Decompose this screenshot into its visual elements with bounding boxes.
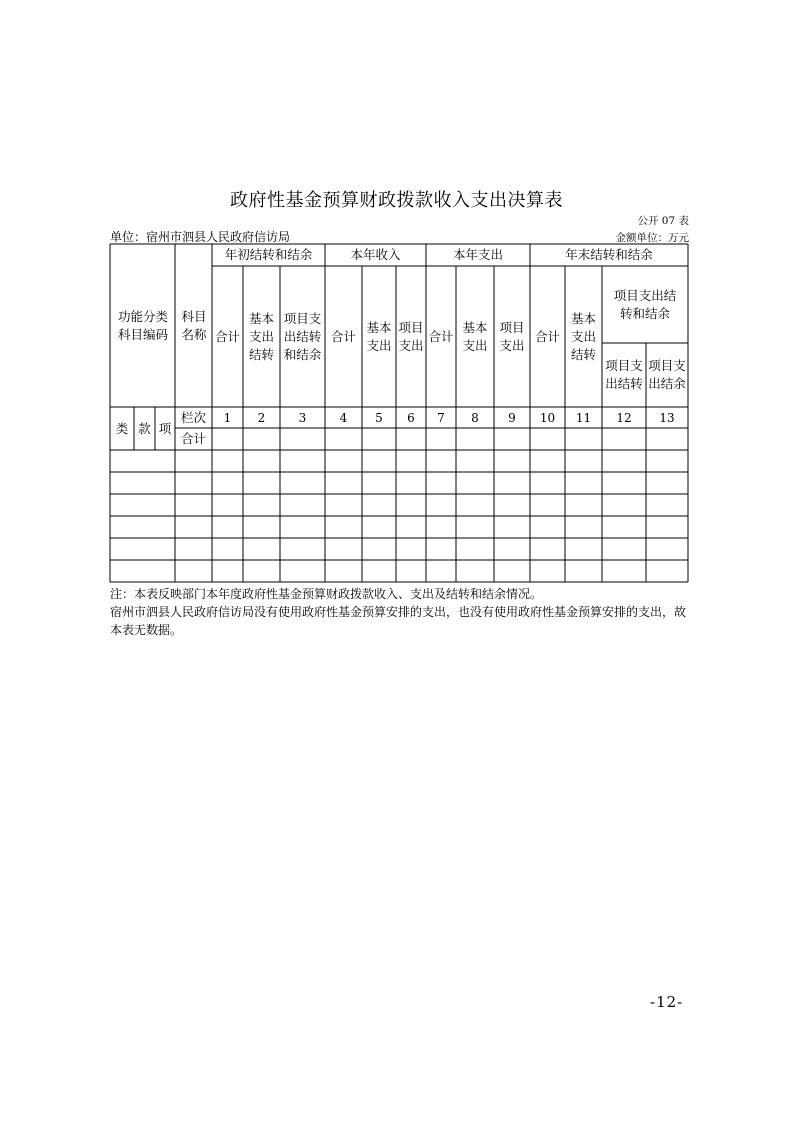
header-group-end: 年末结转和结余 xyxy=(565,247,653,262)
header-expense-total: 合计 xyxy=(428,328,454,344)
note-line: 宿州市泗县人民政府信访局没有使用政府性基金预算安排的支出，也没有使用政府性基金预算安排的支出，故本表无数据。 xyxy=(110,605,687,637)
header-group-expense: 本年支出 xyxy=(452,247,503,262)
header-income-total: 合计 xyxy=(330,328,356,344)
header-xiang: 项 xyxy=(158,420,172,436)
header-income-project: 项目支出 xyxy=(398,319,424,353)
column-number: 6 xyxy=(407,410,415,425)
header-expense-basic: 基本支出 xyxy=(462,319,488,353)
header-group-begin: 年初结转和结余 xyxy=(224,247,313,262)
column-number: 3 xyxy=(298,410,307,425)
row-total-label: 合计 xyxy=(180,431,206,446)
column-number: 2 xyxy=(257,410,266,425)
column-number: 11 xyxy=(575,410,592,425)
form-code: 公开 07 表 xyxy=(637,215,689,227)
header-begin-total: 合计 xyxy=(214,328,240,344)
header-end-total: 合计 xyxy=(534,328,560,344)
header-expense-project: 项目支出 xyxy=(499,319,525,353)
page-number: -12- xyxy=(650,993,684,1011)
header-begin-basic: 基本支出结转 xyxy=(248,310,274,362)
column-number: 5 xyxy=(375,410,383,425)
header-begin-project: 项目支出结转和结余 xyxy=(283,310,322,362)
unit-label: 单位：宿州市泗县人民政府信访局 xyxy=(110,230,291,244)
header-lanci: 栏次 xyxy=(180,409,206,425)
column-number: 12 xyxy=(616,410,632,425)
header-income-basic: 基本支出 xyxy=(366,319,392,353)
column-number: 1 xyxy=(223,410,232,425)
header-func-code: 功能分类科目编码 xyxy=(117,308,168,342)
page-title: 政府性基金预算财政拨款收入支出决算表 xyxy=(230,190,563,211)
header-group-income: 本年收入 xyxy=(350,247,401,262)
header-end-project-balance: 项目支出结余 xyxy=(648,358,686,391)
column-number: 7 xyxy=(437,410,445,425)
column-number: 13 xyxy=(659,410,675,425)
column-number: 9 xyxy=(508,410,516,425)
note-line: 注：本表反映部门本年度政府性基金预算财政拨款收入、支出及结转和结余情况。 xyxy=(110,587,543,601)
header-kuan: 款 xyxy=(138,420,151,436)
notes xyxy=(110,585,690,639)
amount-unit-label: 金额单位：万元 xyxy=(615,232,689,244)
header-subject-name: 科目名称 xyxy=(181,308,207,342)
column-number: 4 xyxy=(339,410,348,425)
column-number: 10 xyxy=(539,410,556,425)
column-number: 8 xyxy=(471,410,479,425)
header-end-project-group: 项目支出结转和结余 xyxy=(613,287,677,321)
header-lei: 类 xyxy=(115,420,129,436)
header-end-project-carry: 项目支出结转 xyxy=(605,358,643,391)
header-end-basic: 基本支出结转 xyxy=(570,310,596,362)
